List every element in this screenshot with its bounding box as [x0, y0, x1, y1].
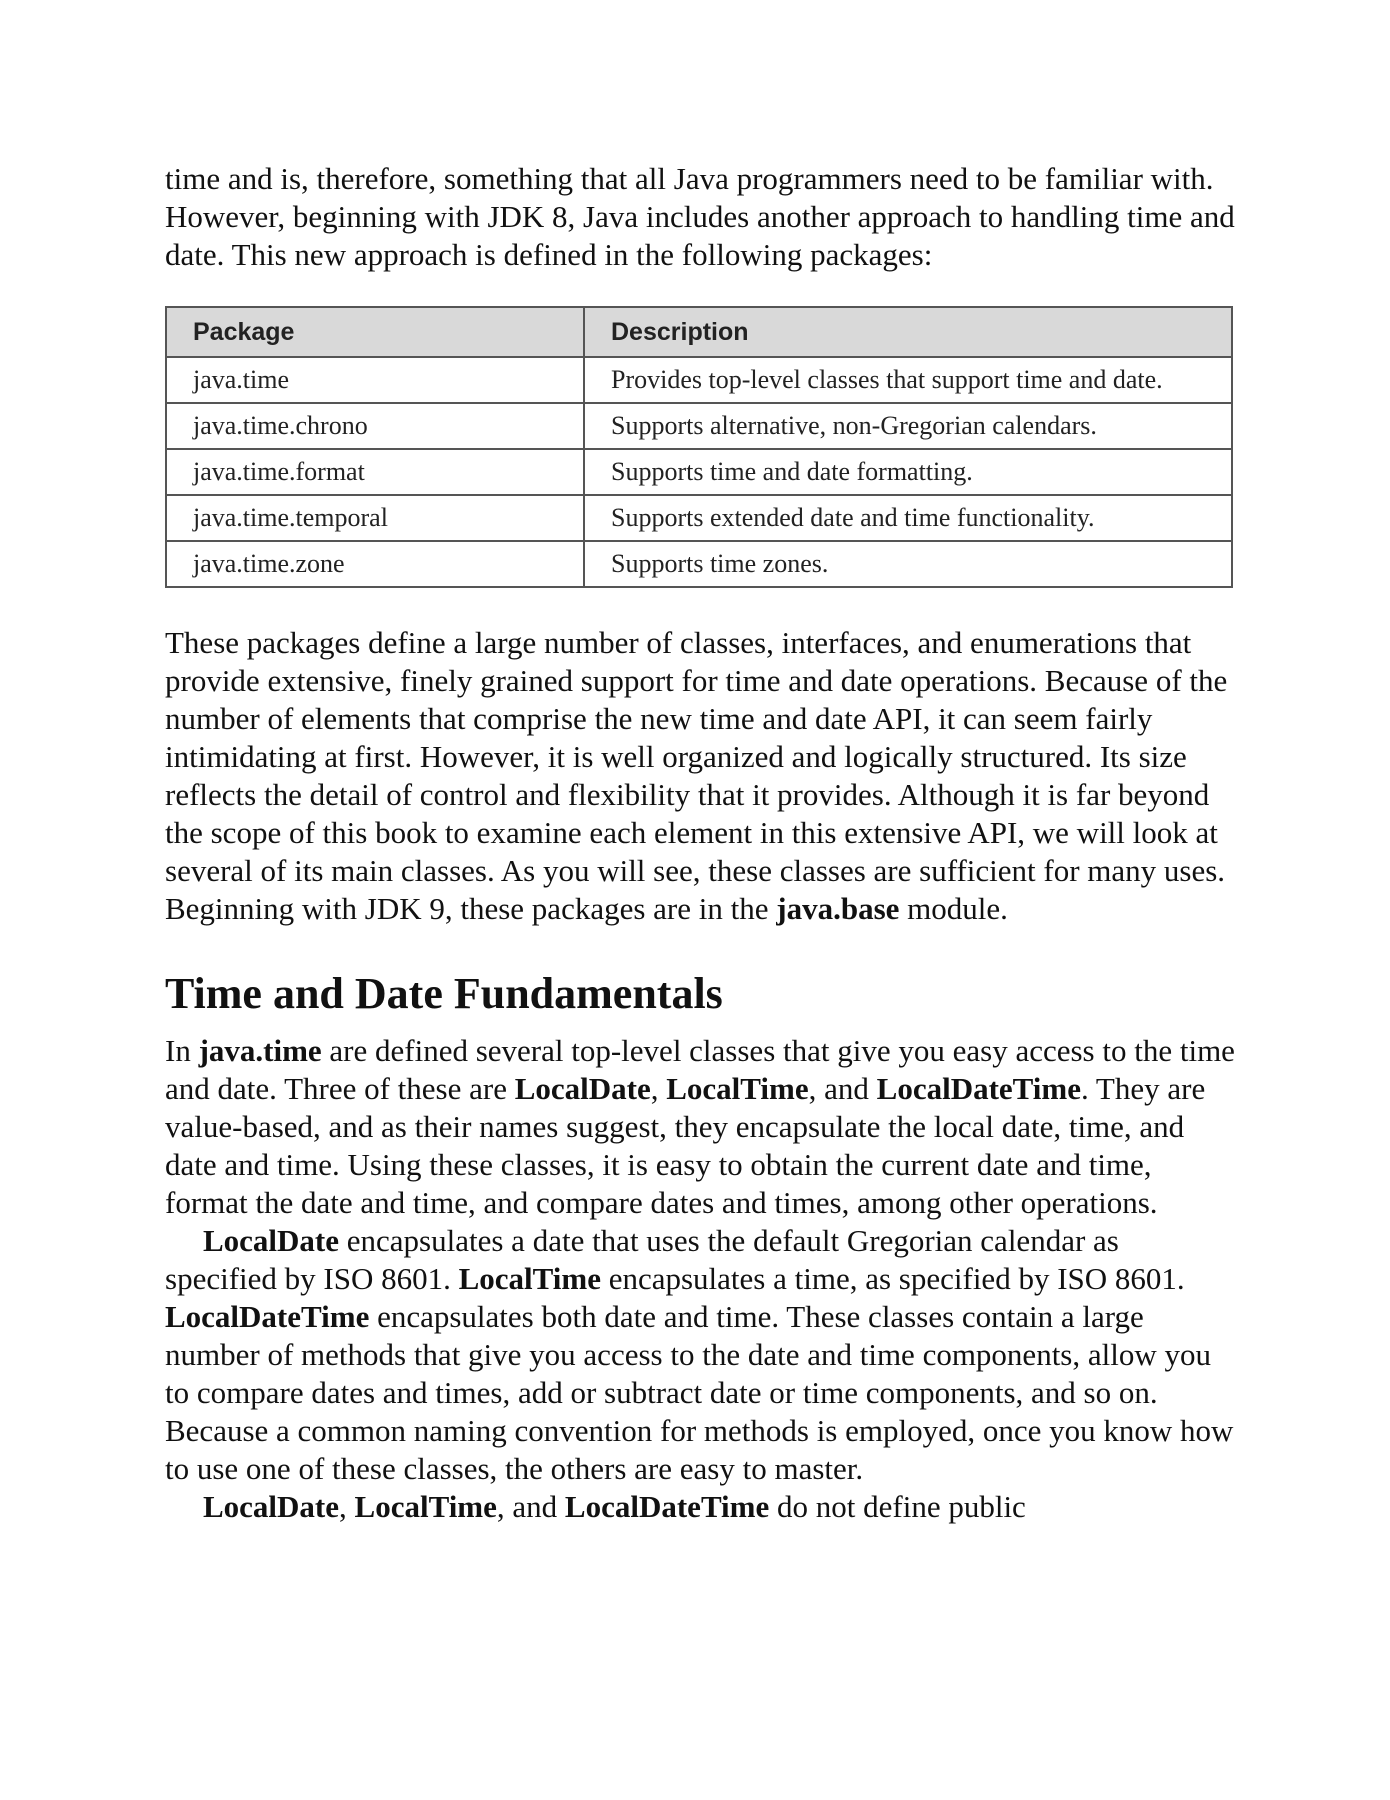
paragraph-text: ,: [650, 1071, 667, 1106]
package-cell: java.time.format: [166, 449, 584, 495]
packages-table: [165, 306, 1233, 588]
class-name: java.time: [198, 1033, 322, 1068]
paragraph-text: . They are value-based, and as their names suggest, they encapsulate the local date, time, and date and time. Using these classes, it is easy to obtain the current date and time, format the date and time, and compare dates and times, among other operations.: [165, 1071, 1206, 1220]
paragraph-text: module.: [899, 891, 1008, 926]
description-cell: Supports alternative, non-Gregorian calendars.: [584, 403, 1232, 449]
description-cell: Supports time and date formatting.: [584, 449, 1232, 495]
table-row: [166, 357, 1232, 403]
class-name: LocalTime: [458, 1261, 601, 1296]
table-row: [166, 541, 1232, 587]
module-name: java.base: [776, 891, 900, 926]
paragraph-text: are defined several top-level classes that give you easy access to the time and date. Three of these are: [165, 1033, 1235, 1106]
class-name: LocalDateTime: [564, 1489, 770, 1524]
paragraph-text: These packages define a large number of classes, interfaces, and enumerations that provide extensive, finely grained support for time and date operations. Because of the number of elements that comprise the new time and date API, it can seem fairly intimidating at first. However, it is well organized and logically structured. Its size reflects the detail of control and flexibility that it provides. Although it is far beyond the scope of this book to examine each element in this extensive API, we will look at several of its main classes. As you will see, these classes are sufficient for many uses. Beginning with JDK 9, these packages are in the: [165, 625, 1228, 926]
packages-paragraph: [165, 624, 1235, 928]
table-header-row: [166, 307, 1232, 357]
class-name: LocalDate: [203, 1223, 340, 1258]
class-name: LocalTime: [354, 1489, 497, 1524]
paragraph-text: encapsulates a date that uses the default Gregorian calendar as specified by ISO 8601.: [165, 1223, 1119, 1296]
fundamentals-paragraph: [165, 1032, 1235, 1222]
table-row: [166, 403, 1232, 449]
classes-paragraph: [165, 1222, 1235, 1488]
class-name: LocalTime: [666, 1071, 809, 1106]
table-row: [166, 449, 1232, 495]
class-name: LocalDate: [514, 1071, 651, 1106]
paragraph-text: , and: [496, 1489, 565, 1524]
document-page: [165, 160, 1235, 1526]
package-cell: java.time.chrono: [166, 403, 584, 449]
paragraph-text: encapsulates a time, as specified by ISO 8601.: [600, 1261, 1185, 1296]
package-cell: java.time.temporal: [166, 495, 584, 541]
paragraph-text: ,: [339, 1489, 355, 1524]
column-header-description: Description: [584, 307, 1232, 357]
paragraph-text: encapsulates both date and time. These classes contain a large number of methods that give you access to the date and time components, allow you to compare dates and times, add or subtract date or time components, and so on. Because a common naming convention for methods is employed, once you know how to use one of these classes, the others are easy to master.: [165, 1299, 1234, 1486]
package-cell: java.time.zone: [166, 541, 584, 587]
paragraph-text: In: [165, 1033, 199, 1068]
description-cell: Provides top-level classes that support time and date.: [584, 357, 1232, 403]
constructors-paragraph: [165, 1488, 1235, 1526]
description-cell: Supports time zones.: [584, 541, 1232, 587]
class-name: LocalDateTime: [165, 1299, 370, 1334]
package-cell: java.time: [166, 357, 584, 403]
column-header-package: Package: [166, 307, 584, 357]
paragraph-text: , and: [808, 1071, 877, 1106]
table-row: [166, 495, 1232, 541]
intro-paragraph: time and is, therefore, something that all Java programmers need to be familiar with. However, beginning with JDK 8, Java includes another approach to handling time and date. This new approach is defined in the following packages:: [165, 161, 1235, 272]
class-name: LocalDateTime: [876, 1071, 1081, 1106]
section-heading: Time and Date Fundamentals: [165, 969, 723, 1018]
paragraph-text: do not define public: [769, 1489, 1026, 1524]
description-cell: Supports extended date and time functionality.: [584, 495, 1232, 541]
class-name: LocalDate: [203, 1489, 340, 1524]
